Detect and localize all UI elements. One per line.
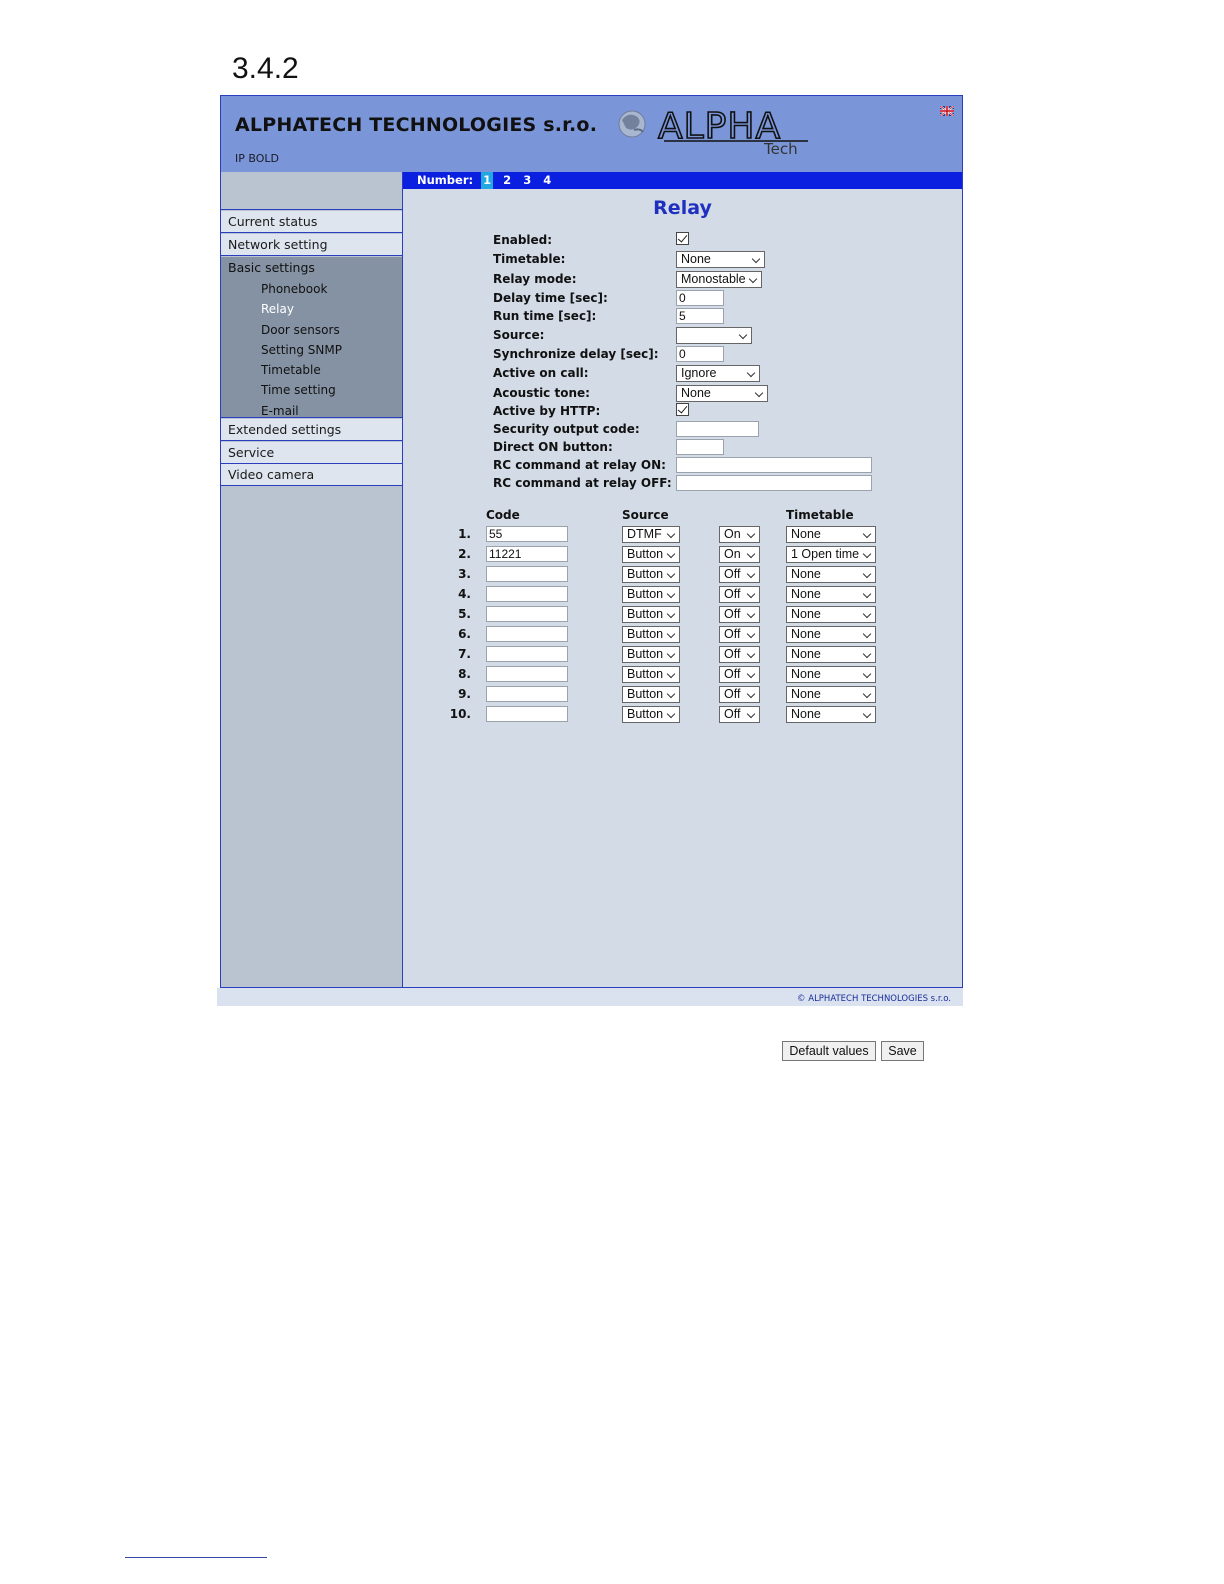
code-input[interactable] [486,686,568,702]
column-header-source: Source [622,508,669,522]
code-source-select[interactable]: Button [622,646,680,663]
active-on-call-label: Active on call: [493,366,589,380]
source-select[interactable] [676,327,752,344]
row-number: 4. [458,587,471,601]
row-number: 5. [458,607,471,621]
code-source-select[interactable]: Button [622,546,680,563]
acoustic-tone-select[interactable]: None [676,385,768,402]
code-input[interactable]: 11221 [486,546,568,562]
sidebar-item-network-setting[interactable]: Network setting [221,234,402,256]
sync-delay-label: Synchronize delay [sec]: [493,347,659,361]
code-timetable-select[interactable]: None [786,686,876,703]
default-values-button[interactable]: Default values [782,1041,876,1061]
sidebar-top-spacer [221,172,402,210]
sidebar-item-service[interactable]: Service [221,442,402,464]
code-timetable-select[interactable]: None [786,566,876,583]
code-timetable-select[interactable]: None [786,586,876,603]
number-tab-3[interactable]: 3 [523,173,532,187]
code-input[interactable] [486,626,568,642]
code-state-select[interactable]: On [719,546,760,563]
run-time-input[interactable]: 5 [676,308,724,324]
code-input[interactable] [486,566,568,582]
logo-word: ALPHA [658,106,782,147]
code-timetable-select[interactable]: None [786,666,876,683]
code-timetable-select[interactable]: None [786,706,876,723]
number-tab-4[interactable]: 4 [543,173,552,187]
code-state-select[interactable]: On [719,526,760,543]
header [221,96,962,172]
row-number: 2. [458,547,471,561]
relay-mode-label: Relay mode: [493,272,577,286]
code-state-select[interactable]: Off [719,646,760,663]
code-state-select[interactable]: Off [719,706,760,723]
sidebar-item-extended-settings[interactable]: Extended settings [221,419,402,441]
code-source-select[interactable]: Button [622,606,680,623]
column-header-timetable: Timetable [786,508,854,522]
document-section-number: 3.4.2 [232,52,299,85]
sidebar-subitem-timetable[interactable]: Timetable [261,363,321,378]
sync-delay-input[interactable]: 0 [676,346,724,362]
save-button[interactable]: Save [881,1041,924,1061]
code-state-select[interactable]: Off [719,566,760,583]
code-timetable-select[interactable]: None [786,646,876,663]
footer [217,988,963,1006]
code-state-select[interactable]: Off [719,686,760,703]
row-number: 7. [458,647,471,661]
rc-on-input[interactable] [676,457,872,473]
column-header-code: Code [486,508,520,522]
code-source-select[interactable]: DTMF [622,526,680,543]
code-input[interactable] [486,706,568,722]
code-state-select[interactable]: Off [719,586,760,603]
code-source-select[interactable]: Button [622,666,680,683]
uk-flag-icon[interactable] [940,106,954,116]
acoustic-tone-label: Acoustic tone: [493,386,590,400]
row-number: 8. [458,667,471,681]
code-input[interactable] [486,646,568,662]
code-timetable-select[interactable]: None [786,606,876,623]
code-input[interactable] [486,606,568,622]
enabled-checkbox[interactable] [676,232,689,245]
sidebar-group-basic-settings [221,257,402,418]
sidebar-item-video-camera[interactable]: Video camera [221,464,402,486]
device-name: IP BOLD [235,152,279,165]
sidebar-subitem-door-sensors[interactable]: Door sensors [261,322,340,337]
sidebar-subitem-relay[interactable]: Relay [261,302,294,317]
run-time-label: Run time [sec]: [493,309,597,323]
page-title: Relay [653,197,712,219]
rc-off-label: RC command at relay OFF: [493,476,672,490]
number-bar-label: Number: [417,173,474,187]
footnote-rule [125,1557,267,1558]
row-number: 9. [458,687,471,701]
sidebar-subitem-time-setting[interactable]: Time setting [261,383,336,398]
relay-mode-select[interactable]: Monostable [676,271,762,288]
sidebar-subitem-setting-snmp[interactable]: Setting SNMP [261,342,342,357]
rc-on-label: RC command at relay ON: [493,458,666,472]
code-state-select[interactable]: Off [719,626,760,643]
sidebar-subitem-phonebook[interactable]: Phonebook [261,282,328,296]
code-input[interactable] [486,586,568,602]
copyright-text: © ALPHATECH TECHNOLOGIES s.r.o. [797,994,951,1004]
direct-on-input[interactable] [676,439,724,455]
direct-on-label: Direct ON button: [493,440,613,454]
web-ui-frame [220,95,963,1058]
code-timetable-select[interactable]: None [786,626,876,643]
active-on-call-select[interactable]: Ignore [676,365,760,382]
rc-off-input[interactable] [676,475,872,491]
code-timetable-select[interactable]: None [786,526,876,543]
sidebar-item-current-status[interactable]: Current status [221,211,402,233]
company-name: ALPHATECH TECHNOLOGIES s.r.o. [235,114,598,136]
row-number: 1. [458,527,471,541]
sidebar [221,172,403,987]
row-number: 6. [458,627,471,641]
number-tab-2[interactable]: 2 [503,173,512,187]
source-label: Source: [493,328,545,342]
code-source-select[interactable]: Button [622,586,680,603]
timetable-label: Timetable: [493,252,566,266]
security-code-label: Security output code: [493,422,640,436]
code-state-select[interactable]: Off [719,606,760,623]
code-source-select[interactable]: Button [622,706,680,723]
code-source-select[interactable]: Button [622,686,680,703]
code-source-select[interactable]: Button [622,566,680,583]
number-tab-1[interactable]: 1 [483,173,492,187]
code-source-select[interactable]: Button [622,626,680,643]
code-state-select[interactable]: Off [719,666,760,683]
delay-time-input[interactable]: 0 [676,290,724,306]
logo-subword: Tech [764,140,798,156]
globe-logo-icon [619,111,645,137]
security-code-input[interactable] [676,421,759,437]
code-timetable-select[interactable]: 1 Open time [786,546,876,563]
row-number: 10. [449,707,471,721]
active-by-http-label: Active by HTTP: [493,404,601,418]
code-input[interactable] [486,666,568,682]
number-bar [403,172,962,189]
row-number: 3. [458,567,471,581]
timetable-select[interactable]: None [676,251,765,268]
enabled-label: Enabled: [493,233,553,247]
active-by-http-checkbox[interactable] [676,403,689,416]
sidebar-subitem-email[interactable]: E-mail [261,403,299,418]
code-input[interactable]: 55 [486,526,568,542]
alphatech-logo [616,102,816,156]
sidebar-item-basic-settings[interactable]: Basic settings [228,260,315,275]
delay-time-label: Delay time [sec]: [493,291,608,305]
